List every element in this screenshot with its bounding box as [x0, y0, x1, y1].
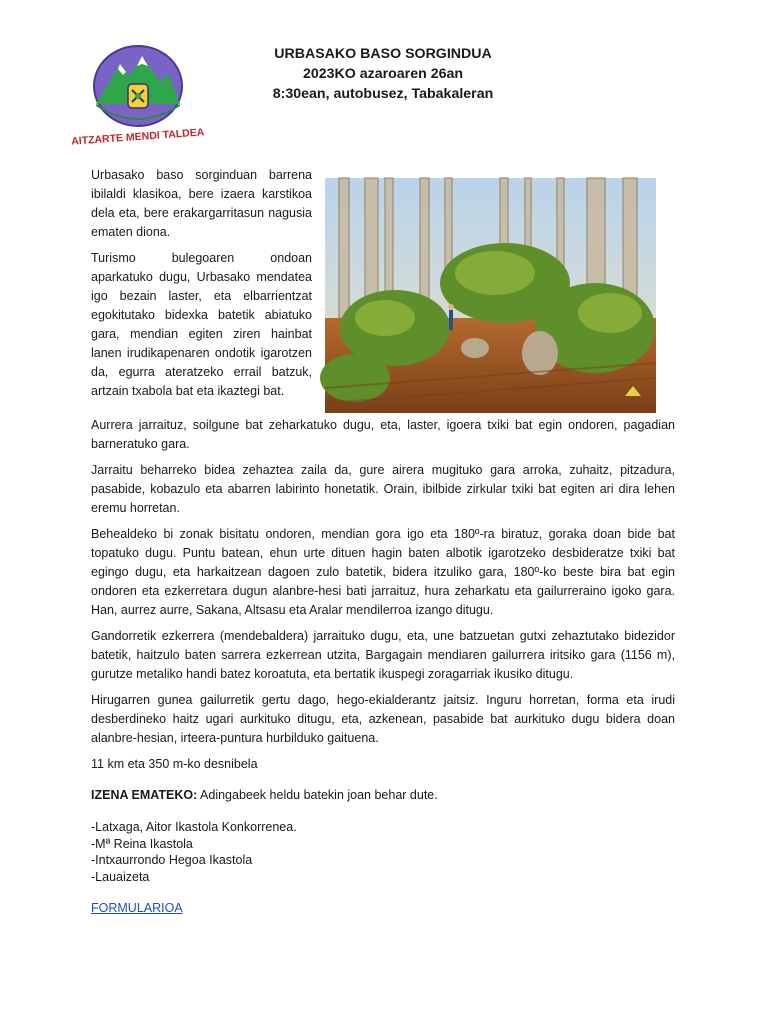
route-distance: 11 km eta 350 m-ko desnibela — [91, 757, 258, 771]
mountain-club-logo-icon — [70, 42, 205, 154]
intro-block — [91, 166, 675, 416]
event-title: URBASAKO BASO SORGINDUA — [274, 46, 492, 62]
body-paragraph-3: Behealdeko bi zonak bisitatu ondoren, mendian gora igo eta 180º-ra biratuz, goraka doan bide bat topatuko dugu. Puntu batean, ehun urte dituen hagin baten albotik igarotzeko desbideratze txiki bat egingo dugu, eta harkaitzean dagoen zulo batetik, bidera itzuliko gara, 180º-ko beste bira bat egin ondoren eta ezkerretara dugun alanbre-hesi bati jarraituz, hura zeharkatu eta gailurreraino igoko gara. Han, aurrez aurre, Sakana, Altsasu eta Aralar mendilerroa izango ditugu. — [91, 527, 675, 617]
registration-text: Adingabeek heldu batekin joan behar dute. — [197, 788, 438, 802]
logo-text: AITZARTE MENDI TALDEA — [70, 126, 205, 148]
event-date: 2023KO azaroaren 26an — [302, 66, 464, 82]
forest-photo — [325, 178, 656, 413]
forest-photo-image — [325, 178, 656, 413]
location-item: -Latxaga, Aitor Ikastola Konkorrenea. — [91, 820, 297, 834]
event-meeting: 8:30ean, autobusez, Tabakaleran — [272, 86, 494, 102]
document-body — [91, 166, 675, 918]
registration-info — [91, 786, 675, 805]
location-item: -Mª Reina Ikastola — [91, 836, 193, 851]
description — [91, 416, 675, 918]
body-paragraph-2: Jarraitu beharreko bidea zehaztea zaila da, gure airera mugituko gara arroka, zuhaitz, pitzadura, pasabide, kobazulo eta abarren labirinto honetatik. Orain, ibilbide zirkular txiki bat egiten ari dira lehen eremu horretan. — [91, 463, 675, 515]
intro-paragraph-2: Turismo bulegoaren ondoan aparkatuko dugu, Urbasako mendatea igo bezain laster, eta elbarrientzat egokitutako bidexka batetik abiatuko gara, mendian egiten ziren hainbat lanen irudikapenaren ondotik igarotzen da, egurra ateratzeko errail batzuk, artzain txabola bat eta ikaztegi bat. — [91, 251, 312, 398]
intro-paragraph-1: Urbasako baso sorginduan barrena ibilaldi klasikoa, bere izaera karstikoa dela eta, bere erakargarritasun nagusia ematen diona. — [91, 168, 312, 239]
body-paragraph-1: Aurrera jarraituz, soilgune bat zeharkatuko dugu, eta, laster, igoera txiki bat egin ondoren, pagadian barneratuko gara. — [91, 418, 675, 451]
intro-text — [91, 166, 312, 401]
location-item: -Intxaurrondo Hegoa Ikastola — [91, 853, 253, 868]
body-paragraph-5: Hirugarren gunea gailurretik gertu dago, hego-ekialderantz jaitsiz. Inguru horretan, forma eta irudi desberdineko haitz ugari aurkituko ditugu, eta, azkenean, pasabide bat aurkituko dugu bidera doan alanbre-hesian, irteera-puntura hurbilduko gaituena. — [91, 693, 675, 745]
form-link[interactable]: FORMULARIOA — [91, 901, 183, 916]
registration-locations — [91, 819, 675, 885]
body-paragraph-4: Gandorretik ezkerrera (mendebaldera) jarraituko dugu, eta, une batzuetan gutxi zehaztutako bidezidor batetik, haitzulo baten sarrera ezkerrean utzita, Bargagain mendiaren gailurrera iritsiko gara (1156 m), gurutze metaliko handi batez koroatuta, eta bertatik ikuspegi zoragarriak ikusiko ditugu. — [91, 629, 675, 681]
event-header — [200, 44, 566, 104]
registration-label: IZENA EMATEKO: — [91, 788, 198, 802]
club-logo — [70, 42, 205, 154]
location-item: -Lauaizeta — [91, 869, 150, 884]
